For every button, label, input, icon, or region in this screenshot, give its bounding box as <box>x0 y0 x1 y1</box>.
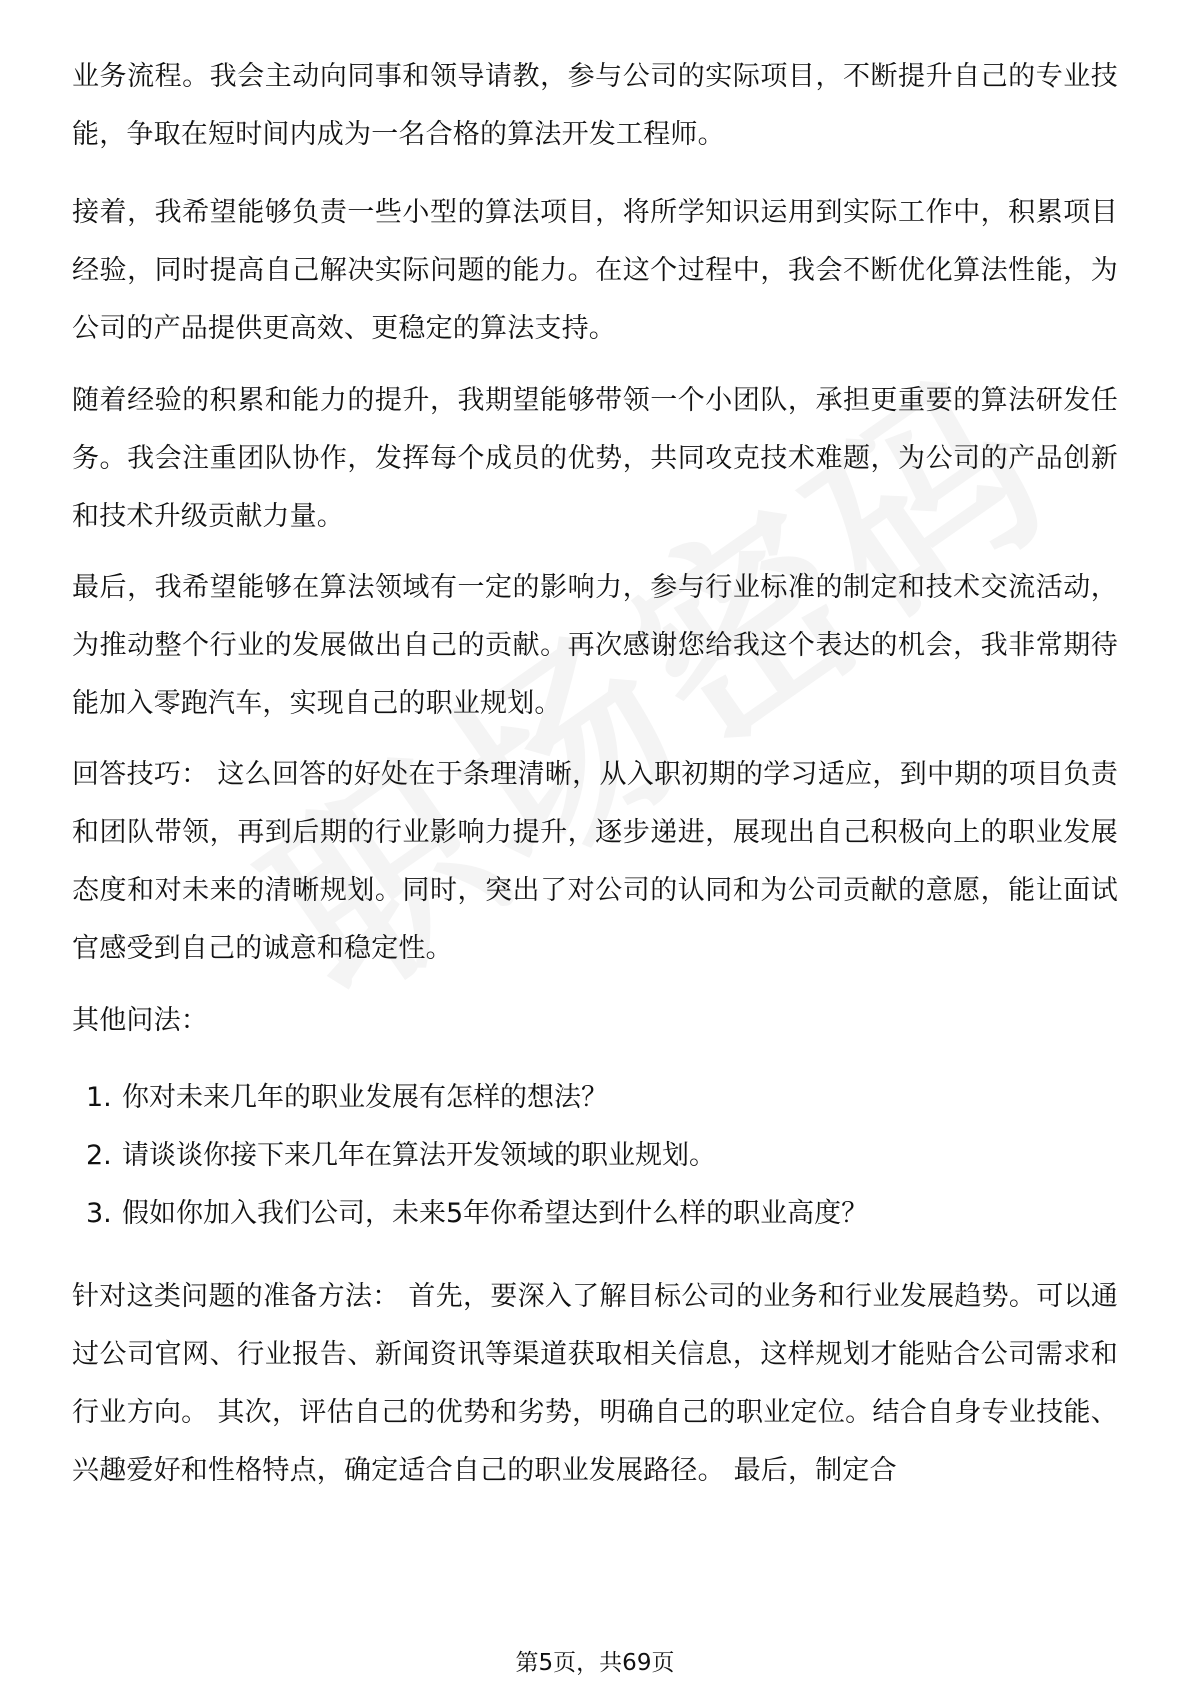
list-number: 2. <box>86 1140 112 1171</box>
paragraph-3: 随着经验的积累和能力的提升，我期望能够带领一个小团队，承担更重要的算法研发任务。我会注重团队协作，发挥每个成员的优势，共同攻克技术难题，为公司的产品创新和技术升级贡献力量。 <box>72 385 1118 532</box>
paragraph-other-questions: 其他问法： <box>72 1005 208 1036</box>
list-text: 请谈谈你接下来几年在算法开发领域的职业规划。 <box>122 1140 716 1171</box>
list-item <box>86 1078 1116 1118</box>
list-item <box>86 1194 1116 1234</box>
paragraph-preparation-method: 针对这类问题的准备方法： 首先，要深入了解目标公司的业务和行业发展趋势。可以通过公司官网、行业报告、新闻资讯等渠道获取相关信息，这样规划才能贴合公司需求和行业方向。 其次，评估自己的优势和劣势，明确自己的职业定位。结合自身专业技能、兴趣爱好和性格特点，确定适合自己的职业发展路径。 最后，制定合 <box>72 1281 1118 1486</box>
list-number: 3. <box>86 1198 112 1229</box>
list-text: 你对未来几年的职业发展有怎样的想法？ <box>122 1082 608 1113</box>
paragraph-2: 接着，我希望能够负责一些小型的算法项目，将所学知识运用到实际工作中，积累项目经验，同时提高自己解决实际问题的能力。在这个过程中，我会不断优化算法性能，为公司的产品提供更高效、更稳定的算法支持。 <box>72 197 1118 344</box>
page-footer: 第5页，共69页 <box>515 1650 675 1676</box>
paragraph-1: 业务流程。我会主动向同事和领导请教，参与公司的实际项目，不断提升自己的专业技能，争取在短时间内成为一名合格的算法开发工程师。 <box>72 61 1118 150</box>
list-number: 1. <box>86 1082 112 1113</box>
list-item <box>86 1136 1116 1176</box>
paragraph-4: 最后，我希望能够在算法领域有一定的影响力，参与行业标准的制定和技术交流活动，为推动整个行业的发展做出自己的贡献。再次感谢您给我这个表达的机会，我非常期待能加入零跑汽车，实现自己的职业规划。 <box>72 572 1118 719</box>
list-text: 假如你加入我们公司，未来5年你希望达到什么样的职业高度？ <box>122 1198 869 1229</box>
paragraph-answer-tips: 回答技巧： 这么回答的好处在于条理清晰，从入职初期的学习适应，到中期的项目负责和团队带领，再到后期的行业影响力提升，逐步递进，展现出自己积极向上的职业发展态度和对未来的清晰规划。同时，突出了对公司的认同和为公司贡献的意愿，能让面试官感受到自己的诚意和稳定性。 <box>72 759 1118 964</box>
